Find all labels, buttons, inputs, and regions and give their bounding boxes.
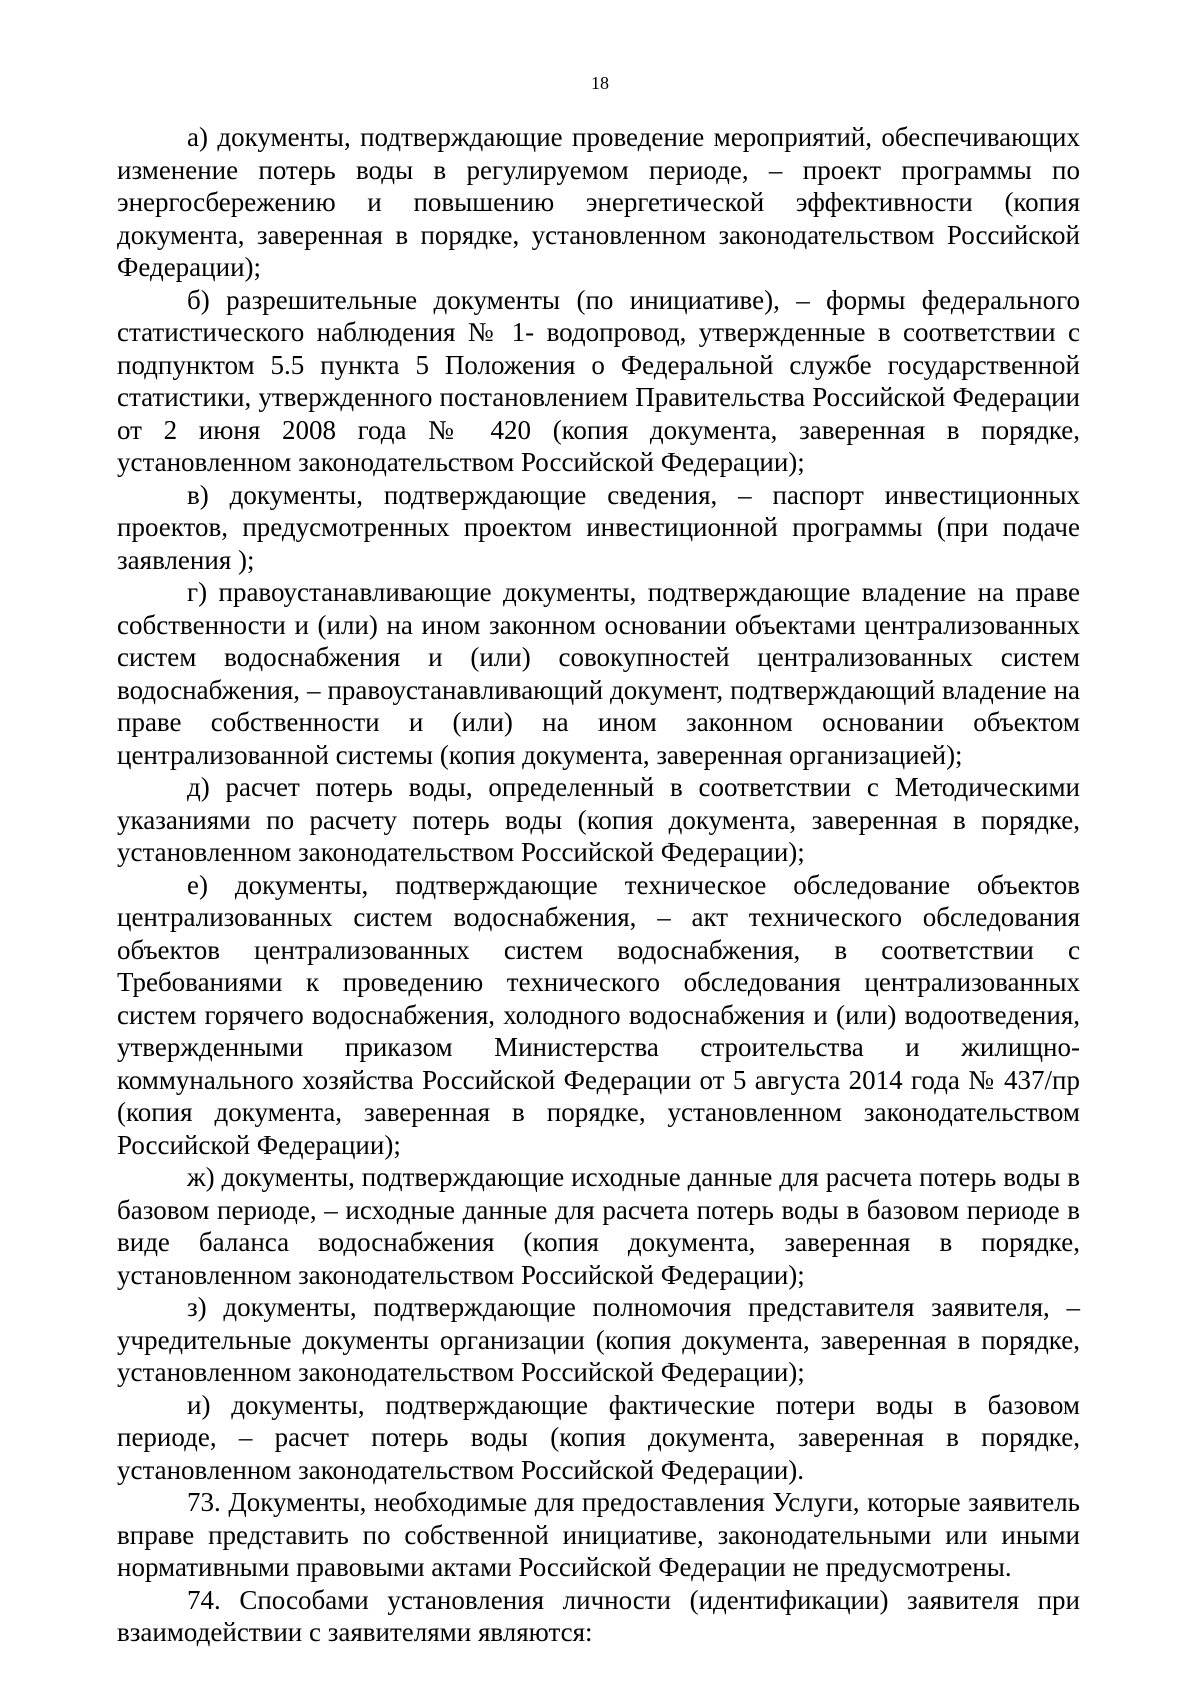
paragraph-zh: ж) документы, подтверждающие исходные данные для расчета потерь воды в базовом периоде, – исходные данные для расчета потерь воды в базовом периоде в виде баланса водоснабжения (копия документа, заверенная в порядке, установленном законодательством Российской Федерации); [117,1162,1080,1290]
paragraph-b: б) разрешительные документы (по инициативе), – формы федерального статистического наблюдения № 1- водопровод, утвержденные в соответствии с подпунктом 5.5 пункта 5 Положения о Федеральной службе государственной статистики, утвержденного постановлением Правительства Российской Федерации от 2 июня 2008 года № 420 (копия документа, заверенная в порядке, установленном законодательством Российской Федерации); [117,284,1080,477]
paragraph-74: 74. Способами установления личности (идентификации) заявителя при взаимодействии с заявителями являются: [117,1584,1080,1647]
paragraph-a: а) документы, подтверждающие проведение мероприятий, обеспечивающих изменение потерь воды в регулируемом периоде, – проект программы по энергосбережению и повышению энергетической эффективности (копия документа, заверенная в порядке, установленном законодательством Российской Федерации); [117,122,1080,282]
paragraph-v: в) документы, подтверждающие сведения, – паспорт инвестиционных проектов, предусмотренных проектом инвестиционной программы (при подаче заявления ); [117,479,1080,575]
paragraph-e: е) документы, подтверждающие техническое обследование объектов централизованных систем водоснабжения, – акт технического обследования объектов централизованных систем водоснабжения, в соответствии с Требованиями к проведению технического обследования централизованных систем горячего водоснабжения, холодного водоснабжения и (или) водоотведения, утвержденными приказом Министерства строительства и жилищно-коммунального хозяйства Российской Федерации от 5 августа 2014 года № 437/пр (копия документа, заверенная в порядке, установленном законодательством Российской Федерации); [117,869,1080,1160]
paragraph-z: з) документы, подтверждающие полномочия представителя заявителя, – учредительные документы организации (копия документа, заверенная в порядке, установленном законодательством Российской Федерации); [117,1292,1080,1387]
paragraph-i: и) документы, подтверждающие фактические потери воды в базовом периоде, – расчет потерь воды (копия документа, заверенная в порядке, установленном законодательством Российской Федерации). [117,1389,1080,1485]
paragraph-d: д) расчет потерь воды, определенный в соответствии с Методическими указаниями по расчету потерь воды (копия документа, заверенная в порядке, установленном законодательством Российской Федерации); [117,772,1080,867]
paragraph-73: 73. Документы, необходимые для предоставления Услуги, которые заявитель вправе представить по собственной инициативе, законодательными или иными нормативными правовыми актами Российской Федерации не предусмотрены. [117,1487,1080,1582]
page-number: 18 [591,73,609,93]
paragraph-g: г) правоустанавливающие документы, подтверждающие владение на праве собственности и (или) на ином законном основании объектами централизованных систем водоснабжения и (или) совокупностей централизованных систем водоснабжения, – правоустанавливающий документ, подтверждающий владение на праве собственности и (или) на ином законном основании объектом централизованной системы (копия документа, заверенная организацией); [117,577,1080,770]
document-body [117,121,1080,1649]
